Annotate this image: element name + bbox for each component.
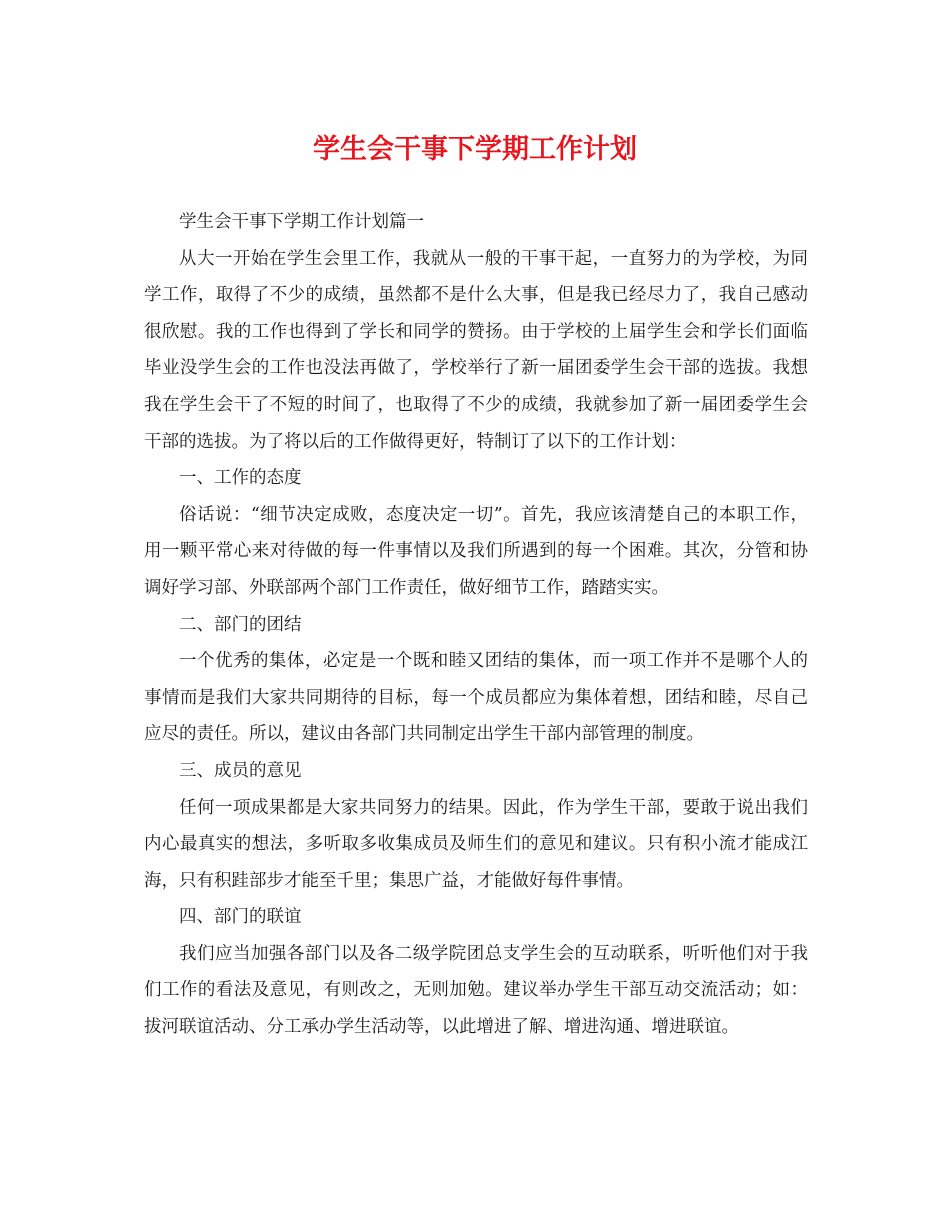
paragraph-subtitle: 学生会干事下学期工作计划篇一 (179, 212, 424, 232)
section-heading-liaison: 四、部门的联谊 (179, 907, 302, 928)
section-heading-opinions: 三、成员的意见 (179, 760, 302, 781)
paragraph-liaison: 我们应当加强各部门以及各二级学院团总支学生会的互动联系，听听他们对于我们工作的看法及意见，有则改之，无则加勉。建议举办学生干部互动交流活动；如：拔河联谊活动、分工承办学生活动等，以此增进了解、增进沟通、增进联谊。 (144, 943, 808, 1038)
document-title: 学生会干事下学期工作计划 (313, 134, 637, 165)
paragraph-intro: 从大一开始在学生会里工作，我就从一般的干事干起，一直努力的为学校，为同学工作，取得了不少的成绩，虽然都不是什么大事，但是我已经尽力了，我自己感动很欣慰。我的工作也得到了学长和同学的赞扬。由于学校的上届学生会和学长们面临毕业没学生会的工作也没法再做了，学校举行了新一届团委学生会干部的选拔。我想我在学生会干了不短的时间了，也取得了不少的成绩，我就参加了新一届团委学生会干部的选拔。为了将以后的工作做得更好，特制订了以下的工作计划： (144, 248, 808, 452)
document-body (144, 204, 808, 1046)
paragraph-unity: 一个优秀的集体，必定是一个既和睦又团结的集体，而一项工作并不是哪个人的事情而是我们大家共同期待的目标，每一个成员都应为集体着想，团结和睦，尽自己应尽的责任。所以，建议由各部门共同制定出学生干部内部管理的制度。 (144, 651, 808, 745)
section-heading-attitude: 一、工作的态度 (179, 468, 302, 489)
paragraph-opinions: 任何一项成果都是大家共同努力的结果。因此，作为学生干部，要敢于说出我们内心最真实的想法，多听取多收集成员及师生们的意见和建议。只有积小流才能成江海，只有积跬部步才能至千里；集思广益，才能做好每件事情。 (144, 797, 808, 891)
paragraph-attitude: 俗话说：“细节决定成败，态度决定一切”。首先，我应该清楚自己的本职工作，用一颗平常心来对待做的每一件事情以及我们所遇到的每一个困难。其次，分管和协调好学习部、外联部两个部门工作责任，做好细节工作，踏踏实实。 (144, 504, 808, 598)
section-heading-unity: 二、部门的团结 (179, 614, 302, 635)
